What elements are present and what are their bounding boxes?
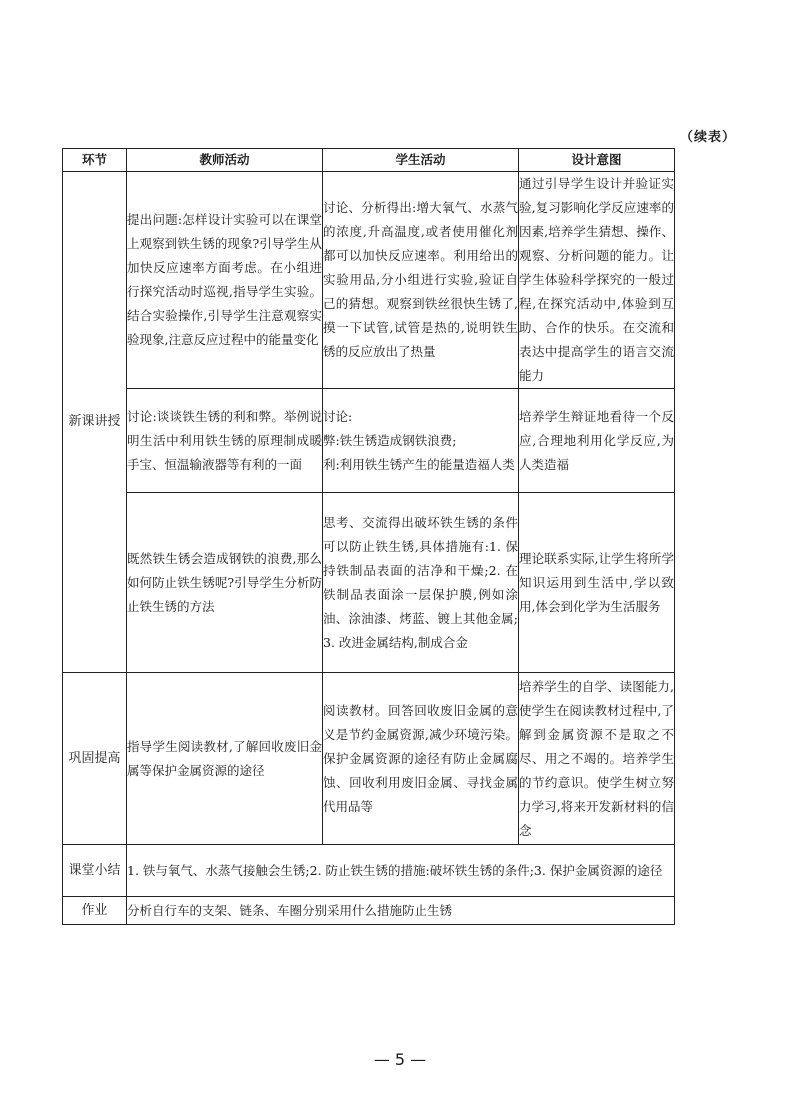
student-activity-cell: 讨论、分析得出:增大氧气、水蒸气的浓度,升高温度,或者使用催化剂都可以加快反应速率。利用给出的实验用品,分小组进行实验,验证自己的猜想。观察到铁丝很快生锈了,摸一下试管,试管是热的,说明铁生锈的反应放出了热量 xyxy=(323,172,519,389)
homework-text: 分析自行车的支架、链条、车圈分别采用什么措施防止生锈 xyxy=(127,897,675,925)
student-line: 弊:铁生锈造成钢铁浪费; xyxy=(323,432,457,448)
design-intent-cell: 培养学生辩证地看待一个反应,合理地利用化学反应,为人类造福 xyxy=(519,389,675,493)
phase-summary: 课堂小结 xyxy=(63,845,127,897)
teacher-activity-cell: 既然铁生锈会造成钢铁的浪费,那么如何防止铁生锈呢?引导学生分析防止铁生锈的方法 xyxy=(127,493,323,673)
student-activity-cell xyxy=(323,389,519,493)
phase-new-lesson: 新课讲授 xyxy=(63,172,127,673)
design-intent-cell: 理论联系实际,让学生将所学知识运用到生活中,学以致用,体会到化学为生活服务 xyxy=(519,493,675,673)
table-row xyxy=(63,493,675,673)
teacher-activity-cell: 指导学生阅读教材,了解回收废旧金属等保护金属资源的途径 xyxy=(127,673,323,845)
header-phase: 环节 xyxy=(63,149,127,172)
design-intent-cell: 培养学生的自学、读图能力,使学生在阅读教材过程中,了解到金属资源不是取之不尽、用之不竭的。培养学生的节约意识。使学生树立努力学习,将来开发新材料的信念 xyxy=(519,673,675,845)
student-line: 讨论: xyxy=(323,408,353,424)
summary-text: 1. 铁与氧气、水蒸气接触会生锈;2. 防止铁生锈的措施:破坏铁生锈的条件;3. 保护金属资源的途径 xyxy=(127,845,675,897)
lesson-plan-table xyxy=(62,148,675,925)
header-student-activity: 学生活动 xyxy=(323,149,519,172)
student-activity-cell: 思考、交流得出破坏铁生锈的条件可以防止铁生锈,具体措施有:1. 保持铁制品表面的洁净和干燥;2. 在铁制品表面涂一层保护膜,例如涂油、涂油漆、烤蓝、镀上其他金属;3. 改进金属结构,制成合金 xyxy=(323,493,519,673)
table-row xyxy=(63,172,675,389)
student-line: 利:利用铁生锈产生的能量造福人类 xyxy=(323,456,515,472)
table-row xyxy=(63,389,675,493)
table-row xyxy=(63,673,675,845)
table-header-row xyxy=(63,149,675,172)
teacher-activity-cell: 讨论:谈谈铁生锈的利和弊。举例说明生活中利用铁生锈的原理制成暖手宝、恒温输液器等有利的一面 xyxy=(127,389,323,493)
teacher-activity-cell: 提出问题:怎样设计实验可以在课堂上观察到铁生锈的现象?引导学生从加快反应速率方面考虑。在小组进行探究活动时巡视,指导学生实验。结合实验操作,引导学生注意观察实验现象,注意反应过程中的能量变化 xyxy=(127,172,323,389)
continued-label: （续表） xyxy=(679,130,736,145)
student-activity-cell: 阅读教材。回答回收废旧金属的意义是节约金属资源,减少环境污染。保护金属资源的途径有防止金属腐蚀、回收利用废旧金属、寻找金属代用品等 xyxy=(323,673,519,845)
design-intent-cell: 通过引导学生设计并验证实验,复习影响化学反应速率的因素,培养学生猜想、操作、观察、分析问题的能力。让学生体验科学探究的一般过程,在探究活动中,体验到互助、合作的快乐。在交流和表达中提高学生的语言交流能力 xyxy=(519,172,675,389)
page-number: — 5 — xyxy=(373,1050,427,1069)
header-teacher-activity: 教师活动 xyxy=(127,149,323,172)
header-design-intent: 设计意图 xyxy=(519,149,675,172)
table-row xyxy=(63,845,675,897)
table-row xyxy=(63,897,675,925)
phase-consolidate: 巩固提高 xyxy=(63,673,127,845)
phase-homework: 作业 xyxy=(63,897,127,925)
